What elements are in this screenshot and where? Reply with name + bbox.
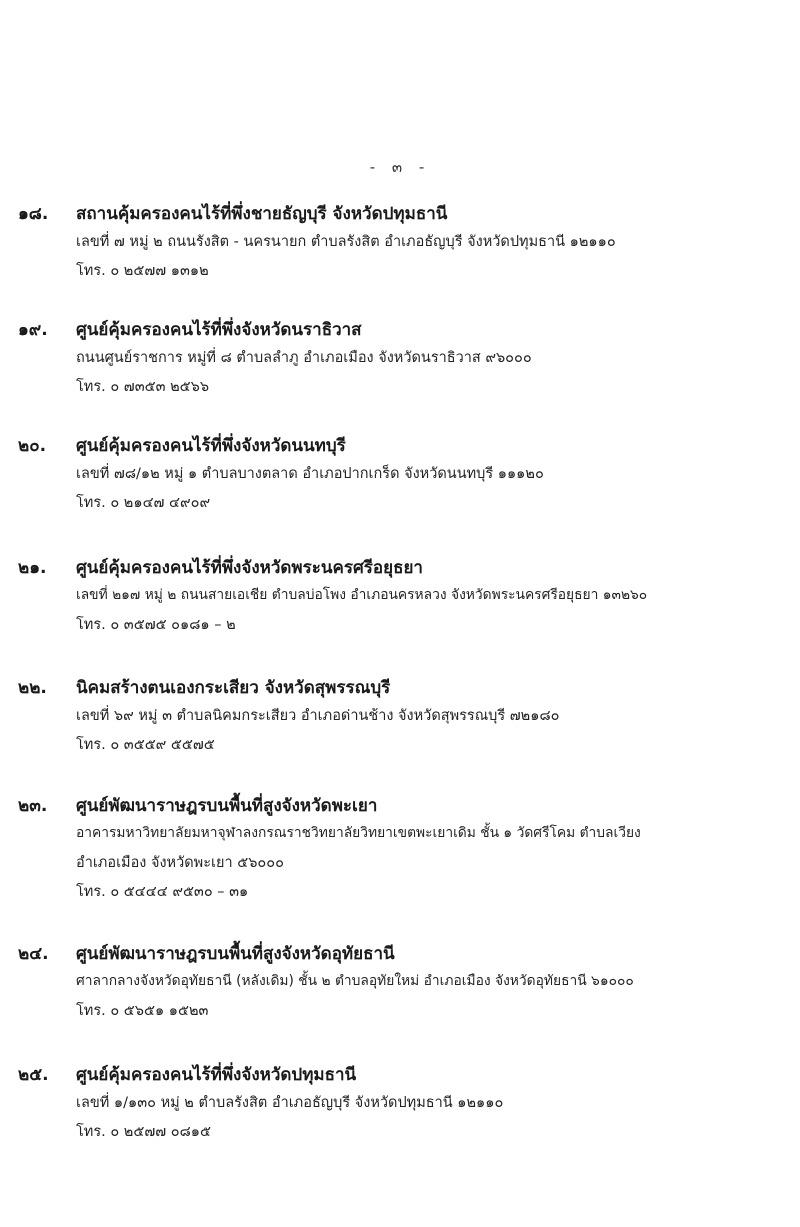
entry-number: ๑๙. — [18, 320, 48, 340]
entry-address: อาคารมหาวิทยาลัยมหาจุฬาลงกรณราชวิทยาลัยวิทยาเขตพะเยาเดิม ชั้น ๑ วัดศรีโคม ตำบลเวียง — [76, 825, 641, 841]
entry-title: สถานคุ้มครองคนไร้ที่พึ่งชายธัญบุรี จังหวัดปทุมธานี — [76, 204, 448, 224]
entry-number: ๒๑. — [18, 558, 47, 578]
entry-address: เลขที่ ๒๑๗ หมู่ ๒ ถนนสายเอเชีย ตำบลบ่อโพง อำเภอนครหลวง จังหวัดพระนครศรีอยุธยา ๑๓๒๖๐ — [76, 587, 648, 603]
entry-address: ถนนศูนย์ราชการ หมู่ที่ ๘ ตำบลลำภู อำเภอเมือง จังหวัดนราธิวาส ๙๖๐๐๐ — [76, 350, 532, 366]
entry-title: ศูนย์คุ้มครองคนไร้ที่พึ่งจังหวัดนราธิวาส — [76, 320, 362, 340]
entry-number: ๒๒. — [18, 678, 47, 698]
entry-address: เลขที่ ๗ หมู่ ๒ ถนนรังสิต - นครนายก ตำบลรังสิต อำเภอธัญบุรี จังหวัดปทุมธานี ๑๒๑๑๐ — [76, 234, 616, 250]
page-number: - ๓ - — [369, 158, 431, 176]
entry-phone: โทร. ๐ ๒๑๔๗ ๔๙๐๙ — [76, 495, 211, 511]
entry-number: ๒๐. — [18, 436, 47, 456]
entry-phone: โทร. ๐ ๒๕๗๗ ๐๘๑๕ — [76, 1124, 211, 1140]
entry-phone: โทร. ๐ ๓๕๗๕ ๐๑๘๑ – ๒ — [76, 617, 236, 633]
entry-address: เลขที่ ๑/๑๓๐ หมู่ ๒ ตำบลรังสิต อำเภอธัญบุรี จังหวัดปทุมธานี ๑๒๑๑๐ — [76, 1095, 504, 1111]
entry-phone: โทร. ๐ ๕๔๔๔ ๙๕๓๐ – ๓๑ — [76, 884, 249, 900]
entry-address: เลขที่ ๖๙ หมู่ ๓ ตำบลนิคมกระเสียว อำเภอด่านช้าง จังหวัดสุพรรณบุรี ๗๒๑๘๐ — [76, 708, 560, 724]
entry-title: ศูนย์คุ้มครองคนไร้ที่พึ่งจังหวัดพระนครศรีอยุธยา — [76, 558, 423, 578]
entry-title: ศูนย์พัฒนาราษฎรบนพื้นที่สูงจังหวัดพะเยา — [76, 796, 378, 816]
entry-address: เลขที่ ๗๘/๑๒ หมู่ ๑ ตำบลบางตลาด อำเภอปากเกร็ด จังหวัดนนทบุรี ๑๑๑๒๐ — [76, 466, 544, 482]
entry-title: นิคมสร้างตนเองกระเสียว จังหวัดสุพรรณบุรี — [76, 678, 391, 698]
entry-title: ศูนย์พัฒนาราษฎรบนพื้นที่สูงจังหวัดอุทัยธานี — [76, 944, 395, 964]
entry-title: ศูนย์คุ้มครองคนไร้ที่พึ่งจังหวัดนนทบุรี — [76, 436, 346, 456]
entry-title: ศูนย์คุ้มครองคนไร้ที่พึ่งจังหวัดปทุมธานี — [76, 1065, 357, 1085]
entry-phone: โทร. ๐ ๗๓๕๓ ๒๕๖๖ — [76, 379, 210, 395]
entry-number: ๒๓. — [18, 796, 48, 816]
entry-phone: โทร. ๐ ๒๕๗๗ ๑๓๑๒ — [76, 263, 209, 279]
entry-number: ๒๔. — [18, 944, 49, 964]
entry-number: ๑๘. — [18, 204, 49, 224]
entry-number: ๒๕. — [18, 1065, 49, 1085]
entry-address: ศาลากลางจังหวัดอุทัยธานี (หลังเดิม) ชั้น ๒ ตำบลอุทัยใหม่ อำเภอเมือง จังหวัดอุทัยธานี ๖๑๐๐๐ — [76, 973, 634, 989]
entry-phone: โทร. ๐ ๓๕๕๙ ๕๕๗๕ — [76, 737, 215, 753]
entry-phone: โทร. ๐ ๕๖๕๑ ๑๕๒๓ — [76, 1003, 209, 1019]
entry-address-cont: อำเภอเมือง จังหวัดพะเยา ๕๖๐๐๐ — [76, 855, 284, 871]
